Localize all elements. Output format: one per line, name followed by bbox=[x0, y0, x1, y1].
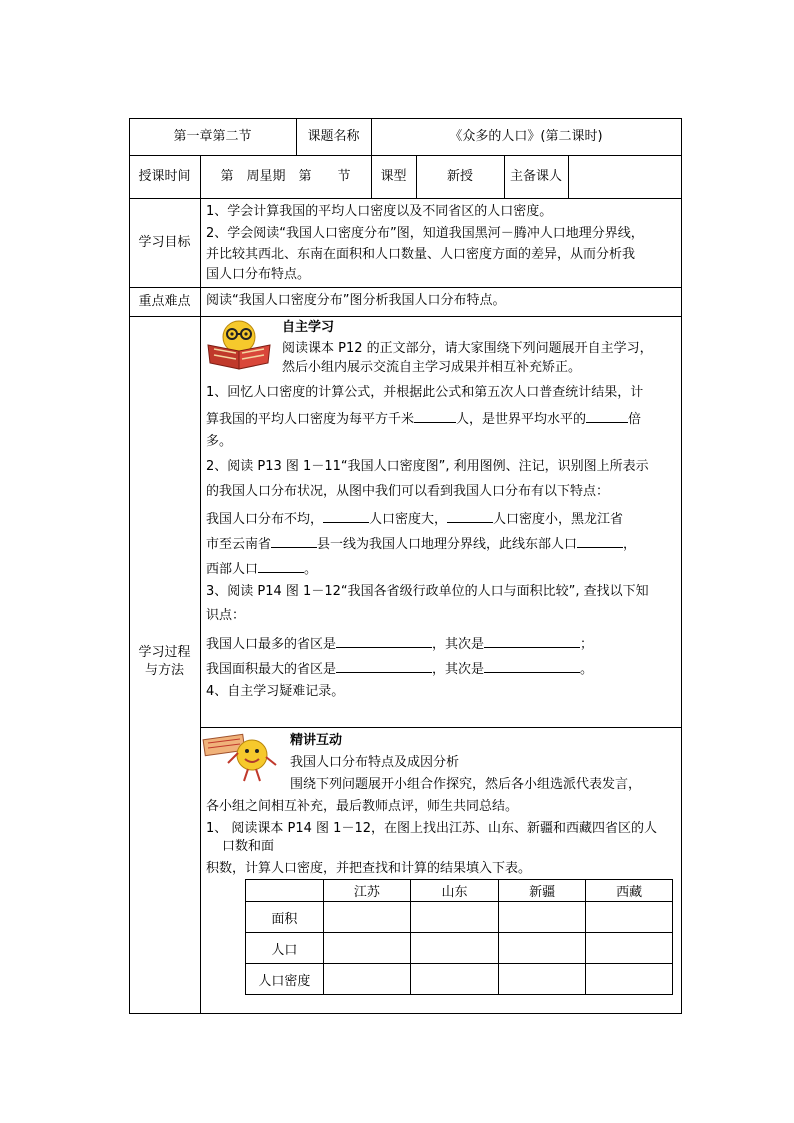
q3-line-c bbox=[206, 633, 593, 654]
table-row bbox=[246, 933, 673, 964]
q3-c-part3: ； bbox=[580, 637, 594, 652]
table-row-label-density: 人口密度 bbox=[246, 964, 324, 995]
lecture-q1-b: 口数和面 bbox=[222, 839, 275, 854]
q1-line-a: 1、回忆人口密度的计算公式，并根据此公式和第五次人口普查统计结果，计 bbox=[206, 385, 644, 400]
goals-label: 学习目标 bbox=[138, 234, 191, 250]
q2-line-e bbox=[206, 558, 317, 579]
goal-line-4: 国人口分布特点。 bbox=[206, 267, 311, 282]
blank-avg-density[interactable] bbox=[414, 408, 456, 423]
frame-right bbox=[681, 118, 682, 1013]
key-points-text: 阅读“我国人口密度分布”图分析我国人口分布特点。 bbox=[206, 293, 506, 308]
table-row bbox=[246, 902, 673, 933]
table-cell[interactable] bbox=[411, 902, 499, 933]
q2-d-part1: 市至云南省 bbox=[206, 537, 272, 552]
q3-line-a: 3、阅读 P14 图 1－12“我国各省级行政单位的人口与面积比较”, 查找以下知 bbox=[206, 584, 649, 599]
frame-bottom bbox=[129, 1013, 682, 1014]
blank-second-populous[interactable] bbox=[484, 633, 580, 648]
goal-line-2: 2、学会阅读“我国人口密度分布”图，知道我国黑河－腾冲人口地理分界线， bbox=[206, 226, 644, 241]
lecture-q1-c: 积数，计算人口密度，并把查找和计算的结果填入下表。 bbox=[206, 861, 532, 876]
lecture-q1-a: 1、 阅读课本 P14 图 1－12，在图上找出江苏、山东、新疆和西藏四省区的人 bbox=[206, 821, 657, 836]
title-label: 课题名称 bbox=[307, 128, 360, 144]
q3-line-d bbox=[206, 658, 593, 679]
type-label: 课型 bbox=[380, 168, 407, 184]
process-label-line-1: 学习过程 bbox=[138, 645, 191, 660]
q2-c-part1: 我国人口分布不均， bbox=[206, 512, 324, 527]
table-row bbox=[246, 964, 673, 995]
table-header-tibet: 西藏 bbox=[586, 880, 673, 902]
q2-d-part2: 县一线为我国人口地理分界线，此线东部人口 bbox=[317, 537, 578, 552]
sign-cartoon-icon bbox=[202, 731, 280, 785]
row-divider-2 bbox=[129, 198, 682, 199]
province-data-table bbox=[245, 879, 673, 995]
q2-line-b: 的我国人口分布状况，从图中我们可以看到我国人口分布有以下特点： bbox=[206, 484, 610, 499]
process-label-line-2: 与方法 bbox=[144, 663, 184, 678]
blank-largest-area[interactable] bbox=[336, 658, 432, 673]
q1-line-b bbox=[206, 408, 641, 429]
reading-cartoon-icon bbox=[206, 319, 272, 371]
self-study-intro-1: 阅读课本 P12 的正文部分，请大家围绕下列问题展开自主学习， bbox=[282, 341, 653, 356]
blank-second-area[interactable] bbox=[484, 658, 580, 673]
table-row-label-population: 人口 bbox=[246, 933, 324, 964]
table-row-label-area: 面积 bbox=[246, 902, 324, 933]
blank-east-population[interactable] bbox=[577, 533, 623, 548]
table-header-xinjiang: 新疆 bbox=[498, 880, 586, 902]
q4-line: 4、自主学习疑难记录。 bbox=[206, 684, 345, 699]
lecture-p2: 各小组之间相互补充，最后教师点评，师生共同总结。 bbox=[206, 799, 519, 814]
type-value: 新授 bbox=[446, 168, 473, 184]
table-cell[interactable] bbox=[323, 902, 411, 933]
table-cell[interactable] bbox=[411, 964, 499, 995]
section-divider bbox=[200, 727, 682, 728]
row-divider-4 bbox=[129, 316, 682, 317]
table-cell[interactable] bbox=[411, 933, 499, 964]
q1-b-part3: 倍 bbox=[628, 412, 642, 427]
q1-b-part1: 算我国的平均人口密度为每平方千米 bbox=[206, 412, 415, 427]
self-study-heading: 自主学习 bbox=[282, 320, 335, 335]
q3-c-part2: ，其次是 bbox=[432, 637, 485, 652]
table-cell[interactable] bbox=[498, 964, 586, 995]
table-cell[interactable] bbox=[586, 933, 673, 964]
preparer-label: 主备课人 bbox=[510, 168, 563, 184]
process-label bbox=[129, 640, 200, 684]
table-header-jiangsu: 江苏 bbox=[323, 880, 411, 902]
q2-line-a: 2、阅读 P13 图 1－11“我国人口密度图”, 利用图例、注记，识别图上所表示 bbox=[206, 459, 649, 474]
table-cell[interactable] bbox=[323, 964, 411, 995]
q2-d-part3: ， bbox=[623, 537, 637, 552]
q1-line-c: 多。 bbox=[206, 434, 233, 449]
blank-west-population[interactable] bbox=[258, 558, 304, 573]
q2-e-part2: 。 bbox=[304, 562, 318, 577]
q3-line-b: 识点： bbox=[206, 608, 246, 623]
blank-dense-region[interactable] bbox=[323, 508, 369, 523]
table-cell[interactable] bbox=[323, 933, 411, 964]
self-study-intro-2: 然后小组内展示交流自主学习成果并相互补充矫正。 bbox=[282, 360, 582, 375]
table-header-row bbox=[246, 880, 673, 902]
title-value: 《众多的人口》(第二课时) bbox=[449, 128, 603, 144]
blank-sparse-region[interactable] bbox=[447, 508, 493, 523]
table-cell[interactable] bbox=[498, 902, 586, 933]
q2-line-d bbox=[206, 533, 636, 554]
goal-line-3: 并比较其西北、东南在面积和人口数量、人口密度方面的差异，从而分析我 bbox=[206, 247, 636, 262]
header-divider-d bbox=[504, 155, 505, 198]
q1-b-part2: 人，是世界平均水平的 bbox=[456, 412, 587, 427]
q2-e-part1: 西部人口 bbox=[206, 562, 259, 577]
q3-d-part3: 。 bbox=[580, 662, 594, 677]
q3-d-part2: ，其次是 bbox=[432, 662, 485, 677]
blank-yunnan-county[interactable] bbox=[271, 533, 317, 548]
q2-c-part2: 人口密度大， bbox=[369, 512, 448, 527]
q3-c-part1: 我国人口最多的省区是 bbox=[206, 637, 337, 652]
table-header-corner bbox=[246, 880, 324, 902]
q3-d-part1: 我国面积最大的省区是 bbox=[206, 662, 337, 677]
label-column-divider bbox=[200, 155, 201, 1013]
q2-line-c bbox=[206, 508, 623, 529]
table-cell[interactable] bbox=[586, 964, 673, 995]
time-value: 第 周星期 第 节 bbox=[220, 168, 351, 184]
chapter-cell: 第一章第二节 bbox=[173, 128, 252, 144]
lecture-p1: 围绕下列问题展开小组合作探究，然后各小组选派代表发言， bbox=[290, 777, 642, 792]
blank-most-populous[interactable] bbox=[336, 633, 432, 648]
lecture-heading: 精讲互动 bbox=[290, 733, 343, 748]
table-header-shandong: 山东 bbox=[411, 880, 499, 902]
q2-c-part3: 人口密度小，黑龙江省 bbox=[493, 512, 624, 527]
blank-world-ratio[interactable] bbox=[586, 408, 628, 423]
key-points-label: 重点难点 bbox=[138, 293, 191, 309]
table-cell[interactable] bbox=[498, 933, 586, 964]
row-divider-3 bbox=[129, 287, 682, 288]
goal-line-1: 1、学会计算我国的平均人口密度以及不同省区的人口密度。 bbox=[206, 204, 553, 219]
time-label: 授课时间 bbox=[138, 168, 191, 184]
header-divider-e bbox=[568, 155, 569, 198]
table-cell[interactable] bbox=[586, 902, 673, 933]
lecture-sub: 我国人口分布特点及成因分析 bbox=[290, 755, 460, 770]
